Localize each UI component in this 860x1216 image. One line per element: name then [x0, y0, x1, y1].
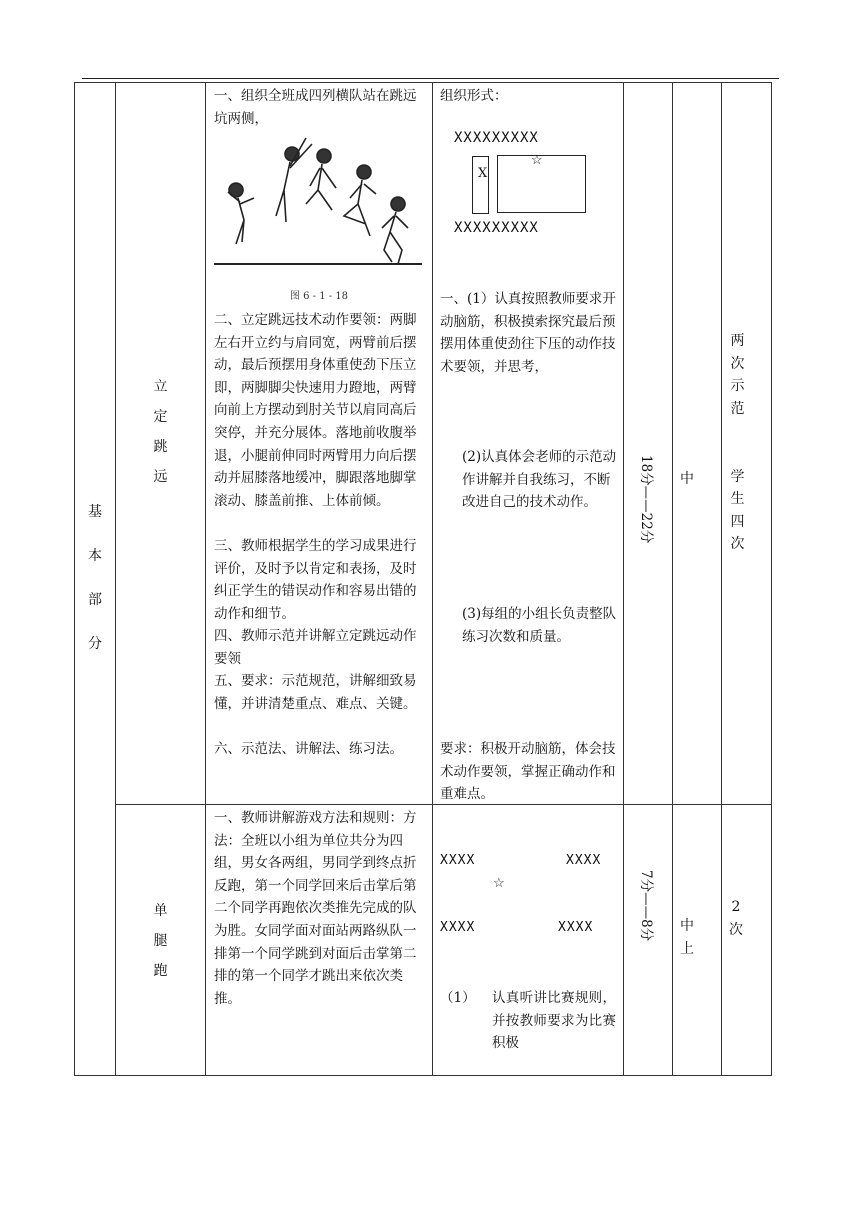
time-duration-2: 7分——8分 — [638, 870, 654, 942]
org-title: 组织形式： — [440, 88, 508, 104]
count-1: 两 次 示 范 学 生 四 次 — [730, 333, 745, 553]
formation-star: ☆ — [531, 153, 543, 168]
content-technique: 二、立定跳远技术动作要领：两脚左右开立约与肩同宽，两臂前后摆动，最后预摆用身体重使劲下压立即，两脚脚尖快速用力蹬地，两臂向前上方摆动到肘关节以肩同高后突停，并充分展体。落地前收腹举退，小腿前伸同时两臂用力向后摆动并屈膝落地缓冲，脚跟落地脚掌滚动、膝盖前推、上体前倾。 — [214, 312, 417, 509]
formation2-row2-left: XXXX — [440, 920, 476, 935]
formation-bottom: XXXXXXXXX — [454, 220, 539, 236]
formation2-row2-right: XXXX — [558, 920, 594, 935]
formation2-row1-right: XXXX — [566, 853, 602, 868]
student2-text: 认真听讲比赛规则，并按教师要求为比赛积极 — [492, 990, 616, 1052]
intensity-2: 中 上 — [680, 918, 694, 957]
content-requirements: 五、要求：示范规范，讲解细致易懂，并讲清楚重点、难点、关键。 — [214, 673, 417, 712]
item-label-single-leg-run: 单 腿 跑 — [153, 903, 168, 979]
intensity-cell-1 — [672, 82, 722, 805]
content-demo: 四、教师示范并讲解立定跳远动作要领 — [214, 628, 417, 667]
student-step-3: (3)每组的小组长负责整队练习次数和质量。 — [462, 606, 617, 645]
student-step-2: (2)认真体会老师的示范动作讲解并自我练习，不断改进自己的技术动作。 — [462, 449, 617, 511]
game-rules: 一、教师讲解游戏方法和规则：方法：全班以小组为单位共分为四组，男女各两组，男同学到终点折反跑，第一个同学回来后击掌后第二个同学再跑依次类推先完成的队为胜。女同学面对面站两路纵队一排第一个同学跳到对面后击掌第二排的第一个同学才跳出来依次类推。 — [214, 810, 417, 1007]
student-requirement: 要求：积极开动脑筋，体会技术动作要领，掌握正确动作和重难点。 — [440, 741, 616, 803]
figure-caption: 图 6 - 1 - 18 — [289, 291, 349, 302]
content-evaluation: 三、教师根据学生的学习成果进行评价，及时予以肯定和表扬，及时纠正学生的错误动作和容易出错的动作和细节。 — [214, 538, 417, 622]
time-duration-1: 18分——22分 — [638, 455, 654, 544]
student2-num: （1） — [440, 990, 476, 1006]
count-2: 2 次 — [729, 899, 743, 938]
content-intro: 一、组织全班成四列横队站在跳远坑两侧， — [214, 88, 417, 127]
formation2-star: ☆ — [493, 876, 505, 891]
jump-figure-illustration — [214, 132, 424, 274]
item-label-standing-long-jump: 立 定 跳 远 — [153, 379, 168, 485]
student-step-1: 一、(1）认真按照教师要求开动脑筋，积极摸索探究最后预摆用体重使劲往下压的动作技术要领，并思考， — [440, 291, 616, 375]
section-label: 基 本 部 分 — [88, 504, 102, 652]
formation2-row1-left: XXXX — [440, 853, 476, 868]
formation-top: XXXXXXXXX — [454, 130, 539, 146]
content-methods: 六、示范法、讲解法、练习法。 — [214, 741, 403, 757]
header-rule — [82, 78, 779, 79]
formation-left-box — [472, 156, 489, 214]
intensity-1: 中 — [680, 471, 694, 487]
time-cell-1 — [623, 82, 673, 805]
formation-x-marker: X — [478, 166, 488, 181]
